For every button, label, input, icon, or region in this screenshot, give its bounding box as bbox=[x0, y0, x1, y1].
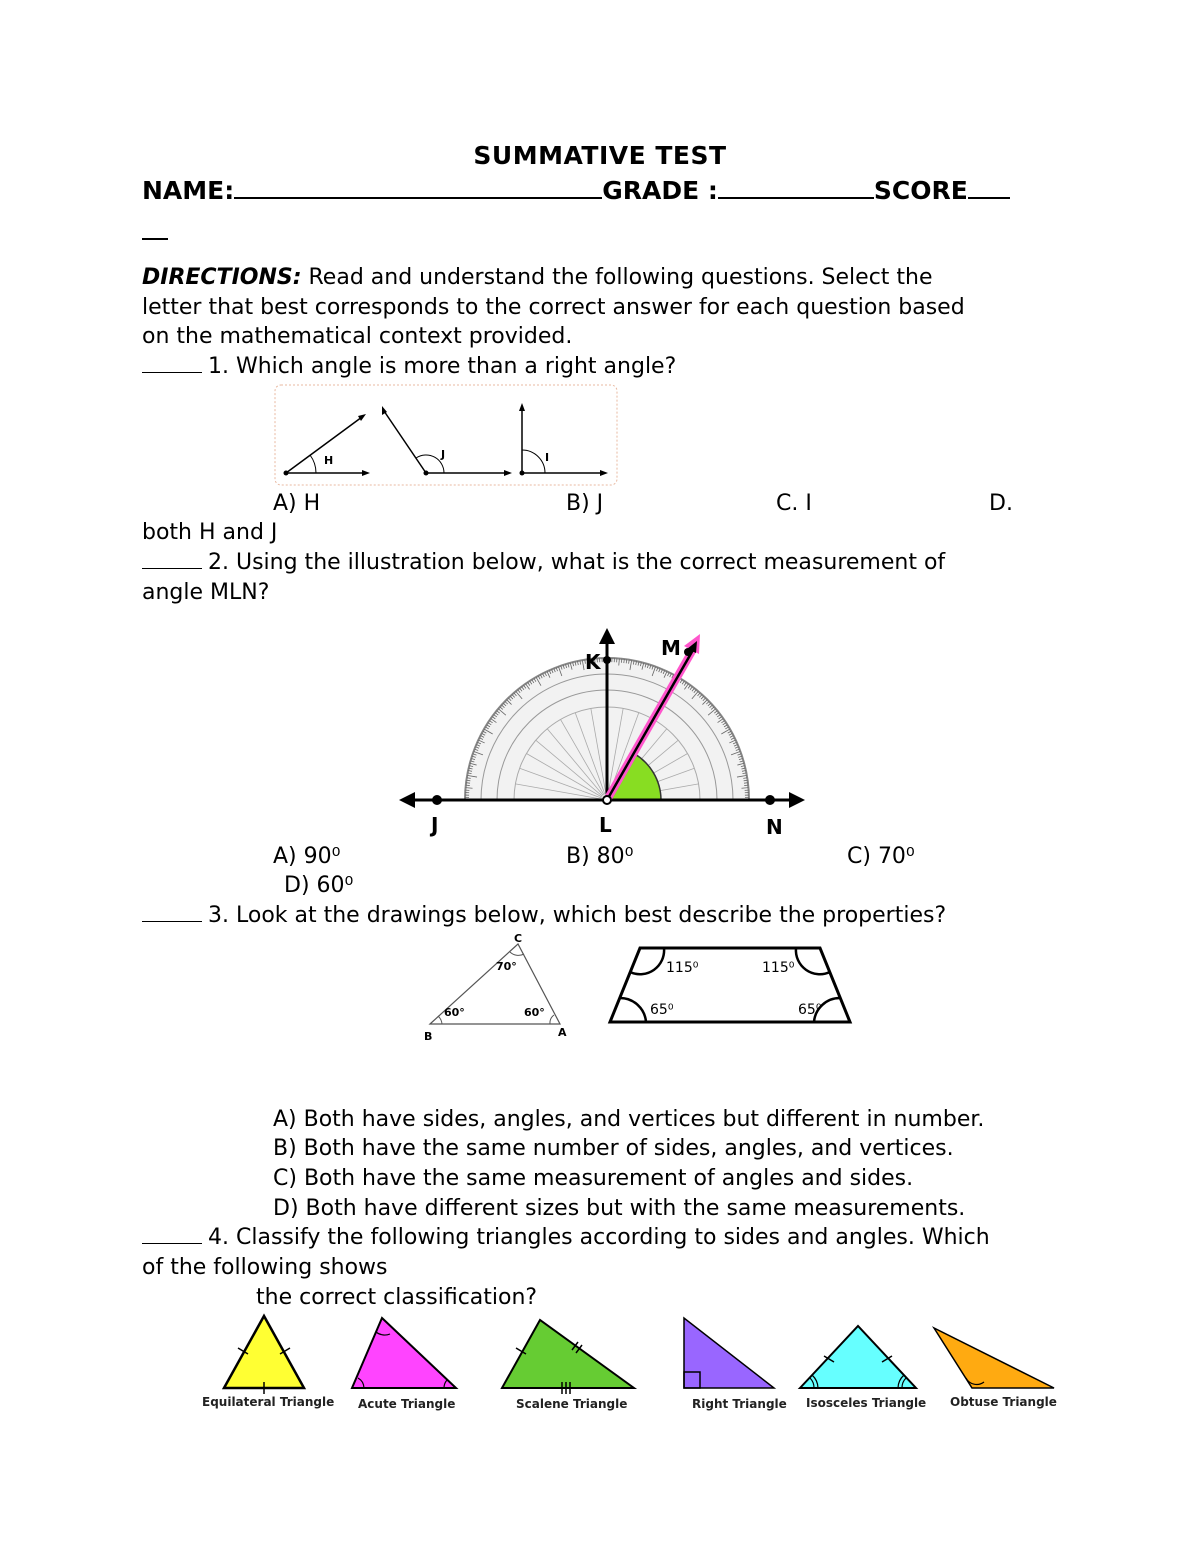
q1-angles-figure bbox=[274, 384, 618, 486]
q4-question-line-1: 4. Classify the following triangles according to sides and angles. Which bbox=[142, 1223, 990, 1253]
q1-question: 1. Which angle is more than a right angle? bbox=[142, 352, 676, 382]
angle-h-label: H bbox=[324, 454, 334, 467]
header-fields bbox=[142, 176, 1010, 205]
score-label: SCORE bbox=[873, 176, 968, 205]
equilateral-triangle bbox=[202, 1316, 334, 1409]
q4-triangles-figure bbox=[196, 1312, 1062, 1416]
name-field[interactable] bbox=[234, 177, 602, 199]
label-k: K bbox=[585, 650, 601, 674]
q3-choice-b[interactable]: B) Both have the same number of sides, angles, and vertices. bbox=[273, 1136, 954, 1161]
label-m: M bbox=[661, 636, 681, 660]
q3-triangle-figure bbox=[418, 932, 582, 1044]
vertex-b: B bbox=[424, 1030, 433, 1043]
angle-b-value: 60° bbox=[444, 1006, 465, 1019]
directions-line-1: DIRECTIONS: Read and understand the following questions. Select the bbox=[142, 265, 933, 290]
obtuse-triangle bbox=[934, 1328, 1057, 1409]
directions-label: DIRECTIONS: bbox=[142, 265, 302, 290]
q2-choice-a[interactable]: A) 90⁰ bbox=[273, 844, 341, 869]
equilateral-label: Equilateral Triangle bbox=[202, 1395, 335, 1409]
angle-c-value: 70° bbox=[496, 960, 517, 973]
figure-border bbox=[275, 385, 617, 485]
q4-question-line-3: the correct classification? bbox=[256, 1285, 538, 1310]
angle-top-left: 115⁰ bbox=[666, 960, 699, 976]
score-field[interactable] bbox=[968, 177, 1010, 199]
label-n: N bbox=[766, 815, 783, 839]
page-title: SUMMATIVE TEST bbox=[473, 141, 727, 170]
protractor-tick bbox=[626, 659, 627, 663]
q3-answer-blank[interactable] bbox=[142, 903, 202, 922]
angle-h bbox=[284, 414, 371, 476]
right-label: Right Triangle bbox=[692, 1397, 787, 1411]
angle-bottom-left: 65⁰ bbox=[650, 1002, 674, 1018]
angle-j-label: J bbox=[441, 448, 446, 461]
grade-field[interactable] bbox=[718, 177, 874, 199]
q2-choice-c[interactable]: C) 70⁰ bbox=[847, 844, 915, 869]
q2-protractor-figure bbox=[395, 622, 815, 842]
angle-i-label: I bbox=[545, 451, 550, 464]
q4-question-line-2: of the following shows bbox=[142, 1255, 388, 1280]
q1-choice-a[interactable]: A) H bbox=[273, 491, 321, 516]
protractor-tick bbox=[466, 780, 470, 781]
angle-a-value: 60° bbox=[524, 1006, 545, 1019]
q1-choice-d-cont: both H and J bbox=[142, 520, 278, 545]
q3-question: 3. Look at the drawings below, which best describe the properties? bbox=[142, 901, 946, 931]
angle-top-right: 115⁰ bbox=[762, 960, 795, 976]
q1-choice-b[interactable]: B) J bbox=[566, 491, 604, 516]
label-l: L bbox=[599, 813, 612, 837]
q2-question-line-1: 2. Using the illustration below, what is the correct measurement of bbox=[142, 548, 945, 578]
acute-triangle bbox=[352, 1318, 456, 1411]
label-j: J bbox=[431, 813, 439, 837]
q3-choice-a[interactable]: A) Both have sides, angles, and vertices but different in number. bbox=[273, 1107, 985, 1132]
q3-choice-c[interactable]: C) Both have the same measurement of angles and sides. bbox=[273, 1166, 914, 1191]
directions-line-2: letter that best corresponds to the correct answer for each question based bbox=[142, 295, 965, 320]
acute-label: Acute Triangle bbox=[358, 1397, 456, 1411]
q2-question-line-2: angle MLN? bbox=[142, 580, 270, 605]
q2-answer-blank[interactable] bbox=[142, 550, 202, 569]
q2-choice-b[interactable]: B) 80⁰ bbox=[566, 844, 634, 869]
q1-choice-d[interactable]: D. bbox=[989, 491, 1013, 516]
q1-choice-c[interactable]: C. I bbox=[776, 491, 812, 516]
directions-line-3: on the mathematical context provided. bbox=[142, 324, 573, 349]
name-label: NAME: bbox=[142, 176, 235, 205]
isosceles-label: Isosceles Triangle bbox=[806, 1396, 927, 1410]
angle-j bbox=[382, 406, 512, 476]
right-triangle bbox=[684, 1318, 787, 1411]
grade-label: GRADE : bbox=[602, 176, 718, 205]
q3-choice-d[interactable]: D) Both have different sizes but with the same measurements. bbox=[273, 1196, 966, 1221]
scalene-label: Scalene Triangle bbox=[516, 1397, 628, 1411]
scalene-triangle bbox=[502, 1320, 634, 1411]
protractor-tick bbox=[744, 780, 748, 781]
q1-answer-blank[interactable] bbox=[142, 354, 202, 373]
q2-choice-d[interactable]: D) 60⁰ bbox=[284, 873, 354, 898]
angle-bottom-right: 65⁰ bbox=[798, 1002, 822, 1018]
obtuse-label: Obtuse Triangle bbox=[950, 1395, 1057, 1409]
isosceles-triangle bbox=[800, 1326, 926, 1410]
vertex-c: C bbox=[514, 932, 523, 945]
score-field-wrap[interactable] bbox=[142, 238, 168, 240]
angle-i bbox=[519, 403, 608, 476]
vertex-a: A bbox=[558, 1026, 567, 1039]
q3-trapezoid-figure bbox=[606, 944, 856, 1028]
q4-answer-blank[interactable] bbox=[142, 1225, 202, 1244]
